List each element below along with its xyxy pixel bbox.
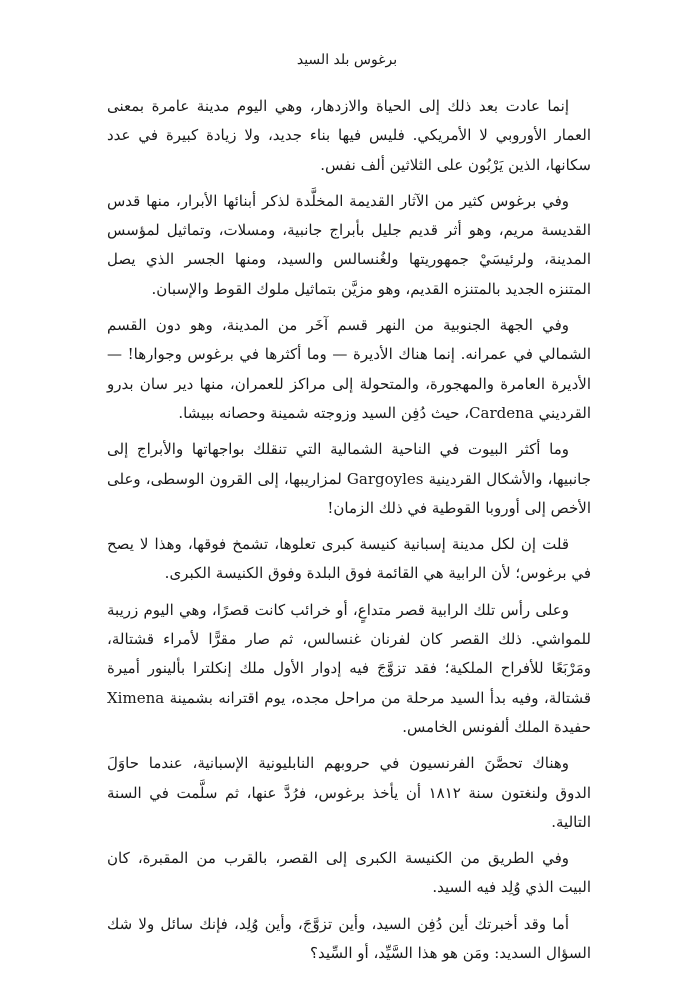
paragraph: وفي برغوس كثير من الآثار القديمة المخلَّدة لذكر أبنائها الأبرار، منها قدس القديسة مريم، وهو أثر قديم جليل بأبراج جانبية، ومسلات، وتماثيل لمؤسس المدينة، ولرئيسَيْ جمهوريتها ولغُنسالس والسيد، ومنها الجسر الذي يصل المتنزه الجديد بالمتنزه القديم، وهو مزيَّن بتماثيل ملوك القوط والإسبان.: [107, 191, 591, 298]
paragraph: أما وقد أخبرتك أين دُفِن السيد، وأين تزوَّجَ، وأين وُلِد، فإنك سائل ولا شك السؤال السديد: ومَن هو هذا السَّيِّد، أو السِّيد؟: [107, 914, 591, 963]
body-text: [107, 92, 591, 968]
paragraph: وما أكثر البيوت في الناحية الشمالية التي تنقلك بواجهاتها والأبراج إلى جانبيها، والأشكال القردينية Gargoyles لمزاريبها، إلى القرون الوسطى، وعلى الأخص إلى أوروبا القوطية في ذلك الزمان!: [107, 440, 592, 517]
paragraph: إنما عادت بعد ذلك إلى الحياة والازدهار، وهي اليوم مدينة عامرة بمعنى العمار الأوروبي لا الأمريكي. فليس فيها بناء جديد، ولا زيادة كبيرة في عدد سكانها، الذين يَرْبُون على الثلاثين ألف نفس.: [107, 97, 591, 174]
paragraph: وهناك تحصَّنَ الفرنسيون في حروبهم النابليونية الإسبانية، عندما حاوَلَ الدوق ولنغتون سنة ١٨١٢ أن يأخذ برغوس، فرُدَّ عنها، ثم سلَّمت في السنة التالية.: [107, 754, 591, 831]
running-header: برغوس بلد السيد: [296, 52, 398, 68]
paragraph: قلت إن لكل مدينة إسبانية كنيسة كبرى تعلوها، تشمخ فوقها، وهذا لا يصح في برغوس؛ لأن الرابية هي القائمة فوق البلدة وفوق الكنيسة الكبرى.: [107, 535, 591, 583]
paragraph: وفي الطريق من الكنيسة الكبرى إلى القصر، بالقرب من المقبرة، كان البيت الذي وُلِد فيه السيد.: [107, 849, 591, 897]
paragraph: وفي الجهة الجنوبية من النهر قسم آخَر من المدينة، وهو دون القسم الشمالي في عمرانه. إنما هناك الأديرة — وما أكثرها في برغوس وجوارها! — الأديرة العامرة والمهجورة، والمتحولة إلى مراكز للعمران، منها دير سان بدرو القرديني Cardena، حيث دُفِن السيد وزوجته شمينة وحصانه ببيشا.: [107, 316, 591, 422]
paragraph: وعلى رأس تلك الرابية قصر متداعٍ، أو خرائب كانت قصرًا، وهي اليوم زريبة للمواشي. ذلك القصر كان لفرنان غنسالس، ثم صار مقرًّا لأمراء قشتالة، ومَرْبَعًا للأفراح الملكية؛ فقد تزوَّجَ فيه إدوار الأول ملك إنكلترا بألينور أميرة قشتالة، وفيه بدأ السيد مرحلة من مراحل مجده، يوم اقترانه بشمينة Ximena حفيدة الملك ألفونس الخامس.: [107, 600, 591, 736]
